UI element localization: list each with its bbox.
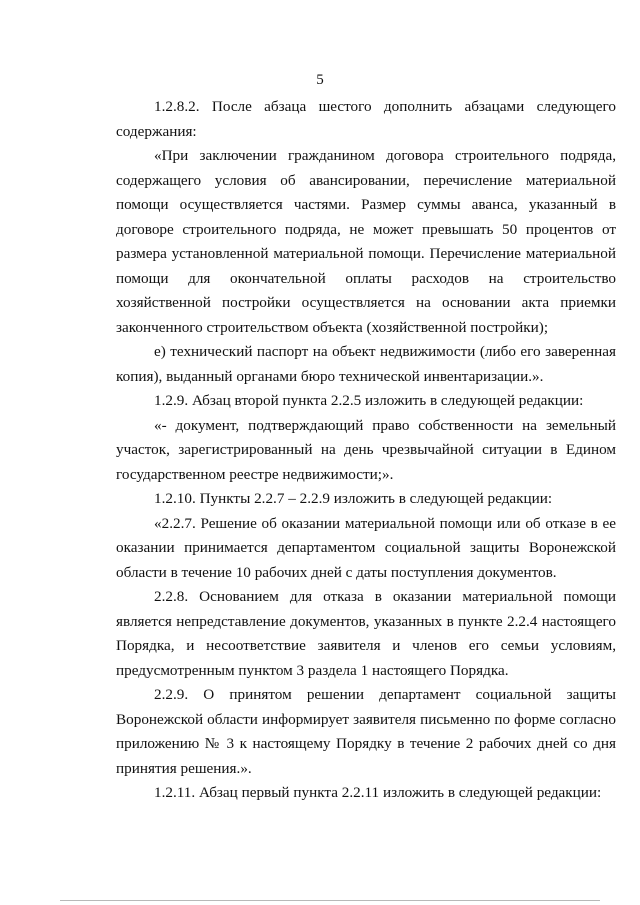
paragraph-1-2-9: 1.2.9. Абзац второй пункта 2.2.5 изложить в следующей редакции: xyxy=(154,392,584,409)
page-number: 5 xyxy=(316,72,324,88)
paragraph-2-2-8: 2.2.8. Основанием для отказа в оказании материальной помощи является непредставление документов, указанных в пункте 2.2.4 настоящего Порядка, и несоответствие заявителя и членов его семьи условиям, предусмотренным пунктом 3 раздела 1 настоящего Порядка. xyxy=(116,588,616,679)
paragraph-1-2-11: 1.2.11. Абзац первый пункта 2.2.11 изложить в следующей редакции: xyxy=(154,784,602,801)
paragraph-advance-payment: «При заключении гражданином договора строительного подряда, содержащего условия об авансировании, перечисление материальной помощи осуществляется частями. Размер суммы аванса, указанный в договоре строительного подряда, не может превышать 50 процентов от размера установленной материальной помощи. Перечисление материальной помощи для окончательной оплаты расходов на строительство хозяйственной постройки осуществляется на основании акта приемки законченного строительством объекта (хозяйственной постройки); xyxy=(116,147,616,336)
paragraph-2-2-7: «2.2.7. Решение об оказании материальной помощи или об отказе в ее оказании принимается департаментом социальной защиты Воронежской области в течение 10 рабочих дней с даты поступления документов. xyxy=(116,514,616,581)
paragraph-1-2-10: 1.2.10. Пункты 2.2.7 – 2.2.9 изложить в следующей редакции: xyxy=(154,490,553,507)
bottom-scan-edge xyxy=(60,900,600,901)
paragraph-2-2-9: 2.2.9. О принятом решении департамент социальной защиты Воронежской области информирует заявителя письменно по форме согласно приложению № 3 к настоящему Порядку в течение 2 рабочих дней со дня принятия решения.». xyxy=(116,686,616,777)
paragraph-technical-passport: е) технический паспорт на объект недвижимости (либо его заверенная копия), выданный органами бюро технической инвентаризации.». xyxy=(116,343,616,385)
paragraph-ownership-document: «- документ, подтверждающий право собственности на земельный участок, зарегистрированный на день чрезвычайной ситуации в Едином государственном реестре недвижимости;». xyxy=(116,416,616,483)
paragraph-1-2-8-2: 1.2.8.2. После абзаца шестого дополнить абзацами следующего содержания: xyxy=(116,98,616,140)
document-body xyxy=(116,95,616,806)
